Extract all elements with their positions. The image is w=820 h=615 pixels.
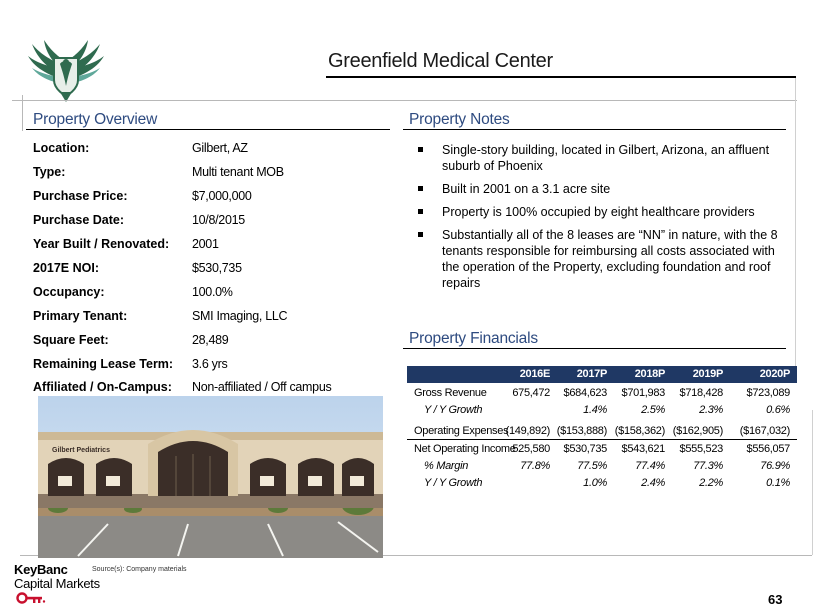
note-text: Substantially all of the 8 leases are “NN” in nature, with the 8 tenants responsible for reimbursing all costs associated with the operation of the Property, excluding foundation and roof repairs: [442, 228, 778, 290]
row-label-operating-expenses: Operating Expenses: [414, 425, 509, 437]
table-cell: 1.4%: [583, 404, 607, 416]
note-item: [418, 142, 783, 174]
overview-section-title: Property Overview: [33, 111, 158, 128]
frame-line-top: [12, 100, 797, 101]
overview-row-square-feet: [33, 333, 393, 357]
table-cell: $684,623: [563, 387, 607, 399]
column-header: 2020P: [759, 368, 790, 380]
overview-value: Gilbert, AZ: [192, 141, 248, 155]
table-cell: 77.4%: [635, 460, 665, 472]
row-label-yy-growth: Y / Y Growth: [424, 404, 483, 416]
bullet-icon: [418, 209, 423, 214]
note-text: Built in 2001 on a 3.1 acre site: [442, 182, 611, 196]
key-icon: [16, 592, 46, 604]
column-header: 2017P: [576, 368, 607, 380]
phoenix-crest-logo: [24, 36, 108, 102]
page-number: 63: [768, 592, 783, 607]
financials-section-rule: [403, 348, 786, 349]
frame-line-left: [22, 95, 23, 131]
property-notes-list: [418, 142, 783, 298]
brand-name-capital-markets: Capital Markets: [14, 576, 100, 591]
overview-label: Purchase Price:: [33, 189, 128, 203]
table-cell: ($167,032): [739, 425, 790, 437]
note-item: [418, 181, 783, 197]
table-cell: 2.3%: [699, 404, 723, 416]
overview-row-occupancy: [33, 285, 393, 309]
table-divider: [407, 439, 797, 440]
overview-row-noi: [33, 261, 393, 285]
table-cell: $556,057: [746, 443, 790, 455]
row-label-yy-growth: Y / Y Growth: [424, 477, 483, 489]
table-cell: 77.3%: [693, 460, 723, 472]
source-note: Source(s): Company materials: [92, 566, 187, 573]
table-cell: $718,428: [679, 387, 723, 399]
table-cell: 77.8%: [520, 460, 550, 472]
title-underline: [326, 76, 796, 78]
overview-row-primary-tenant: [33, 309, 393, 333]
table-cell: $530,735: [563, 443, 607, 455]
overview-row-purchase-price: [33, 189, 393, 213]
overview-row-purchase-date: [33, 213, 393, 237]
table-cell: 76.9%: [760, 460, 790, 472]
row-label-gross-revenue: Gross Revenue: [414, 387, 487, 399]
table-cell: $555,523: [679, 443, 723, 455]
bullet-icon: [418, 147, 423, 152]
bullet-icon: [418, 186, 423, 191]
table-cell: 525,580: [512, 443, 550, 455]
overview-row-lease-term: [33, 357, 393, 381]
table-cell: $543,621: [621, 443, 665, 455]
column-header: 2016E: [519, 368, 550, 380]
overview-label: 2017E NOI:: [33, 261, 100, 275]
note-text: Property is 100% occupied by eight healthcare providers: [442, 205, 755, 219]
overview-value: Multi tenant MOB: [192, 165, 284, 179]
building-sign: Gilbert Pediatrics: [52, 447, 110, 454]
table-cell: 2.2%: [699, 477, 723, 489]
frame-line-right-lower: [812, 410, 813, 555]
overview-label: Affiliated / On-Campus:: [33, 380, 172, 394]
notes-section-rule: [403, 129, 786, 130]
overview-value: Non-affiliated / Off campus: [192, 380, 332, 394]
overview-section-rule: [26, 129, 390, 130]
overview-label: Occupancy:: [33, 285, 105, 299]
overview-value: $7,000,000: [192, 189, 252, 203]
table-cell: $701,983: [621, 387, 665, 399]
row-label-noi: Net Operating Income: [414, 443, 516, 455]
row-label-margin: % Margin: [424, 460, 469, 472]
overview-value: 10/8/2015: [192, 213, 245, 227]
overview-value: 3.6 yrs: [192, 357, 228, 371]
note-item: [418, 227, 783, 291]
overview-value: 100.0%: [192, 285, 233, 299]
overview-value: 2001: [192, 237, 219, 251]
notes-section-title: Property Notes: [409, 111, 510, 128]
overview-value: 28,489: [192, 333, 229, 347]
frame-line-right: [795, 78, 796, 378]
overview-label: Type:: [33, 165, 66, 179]
page-title: Greenfield Medical Center: [328, 50, 553, 72]
overview-row-type: [33, 165, 393, 189]
table-cell: 77.5%: [577, 460, 607, 472]
overview-label: Primary Tenant:: [33, 309, 128, 323]
overview-label: Location:: [33, 141, 90, 155]
table-cell: ($158,362): [614, 425, 665, 437]
table-cell: (149,892): [505, 425, 550, 437]
table-cell: ($162,905): [672, 425, 723, 437]
column-header: 2019P: [692, 368, 723, 380]
column-header: 2018P: [634, 368, 665, 380]
overview-label: Square Feet:: [33, 333, 109, 347]
overview-value: $530,735: [192, 261, 242, 275]
table-cell: 2.5%: [641, 404, 665, 416]
table-cell: $723,089: [746, 387, 790, 399]
financials-section-title: Property Financials: [409, 330, 538, 347]
table-cell: 2.4%: [641, 477, 665, 489]
overview-value: SMI Imaging, LLC: [192, 309, 288, 323]
overview-label: Purchase Date:: [33, 213, 125, 227]
overview-label: Remaining Lease Term:: [33, 357, 174, 371]
note-item: [418, 204, 783, 220]
overview-row-location: [33, 141, 393, 165]
table-cell: 675,472: [512, 387, 550, 399]
table-cell: 0.6%: [766, 404, 790, 416]
brand-name-keybanc: KeyBanc: [14, 562, 68, 577]
building-photo: [38, 396, 383, 558]
overview-label: Year Built / Renovated:: [33, 237, 170, 251]
bullet-icon: [418, 232, 423, 237]
overview-row-year-built: [33, 237, 393, 261]
table-cell: 0.1%: [766, 477, 790, 489]
table-cell: 1.0%: [583, 477, 607, 489]
table-cell: ($153,888): [556, 425, 607, 437]
note-text: Single-story building, located in Gilbert, Arizona, an affluent suburb of Phoenix: [442, 143, 770, 173]
